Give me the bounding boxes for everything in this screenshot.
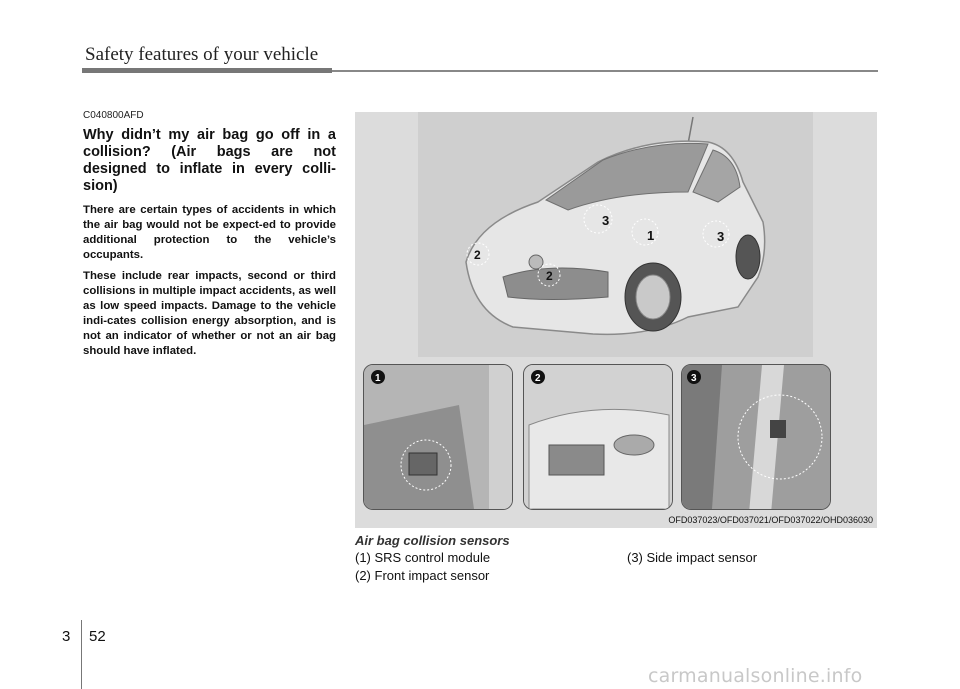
section-number: 3 xyxy=(62,628,71,645)
section-code: C040800AFD xyxy=(83,110,144,121)
airbag-sensor-figure xyxy=(355,112,877,528)
svg-text:1: 1 xyxy=(375,373,381,384)
callout-label: 2 xyxy=(474,248,481,262)
article-paragraph: These include rear impacts, second or third collisions in multiple impact accidents, as well as low speed impacts. Damage to the vehicle indi-cates collision energy absorption, and is not an indicator of whether or not an air bag should have inflated. xyxy=(83,270,336,357)
inset-srs-control-module xyxy=(363,364,513,510)
header-rule-accent xyxy=(82,68,332,73)
caption-item: (2) Front impact sensor xyxy=(355,568,490,583)
car-illustration xyxy=(418,112,813,357)
page-number: 52 xyxy=(89,628,106,645)
article-column xyxy=(83,110,336,365)
figure-reference-code: OFD037023/OFD037021/OFD037022/OHD036030 xyxy=(668,515,873,525)
inset-front-impact-sensor xyxy=(523,364,673,510)
footer-divider xyxy=(81,620,82,689)
caption-title: Air bag collision sensors xyxy=(355,533,510,548)
svg-text:3: 3 xyxy=(691,373,697,384)
callout-label: 3 xyxy=(717,229,725,244)
article-heading: Why didn’t my air bag go off in a collision? (Air bags are not designed to inflate in every colli-sion) xyxy=(83,127,336,194)
callout-label: 1 xyxy=(647,228,655,243)
watermark-url: carmanualsonline.info xyxy=(648,665,863,687)
inset-side-impact-sensor xyxy=(681,364,831,510)
caption-item: (3) Side impact sensor xyxy=(627,550,758,565)
article-paragraph: There are certain types of accidents in which the air bag would not be expect-ed to provide additional protection to the vehicle’s occupants. xyxy=(83,204,336,261)
svg-text:2: 2 xyxy=(535,373,541,384)
car-illustration-panel xyxy=(418,112,813,357)
caption-item: (1) SRS control module xyxy=(355,550,491,565)
callout-label: 2 xyxy=(546,269,553,283)
page-header-title: Safety features of your vehicle xyxy=(85,44,319,65)
callout-label: 3 xyxy=(602,213,610,228)
